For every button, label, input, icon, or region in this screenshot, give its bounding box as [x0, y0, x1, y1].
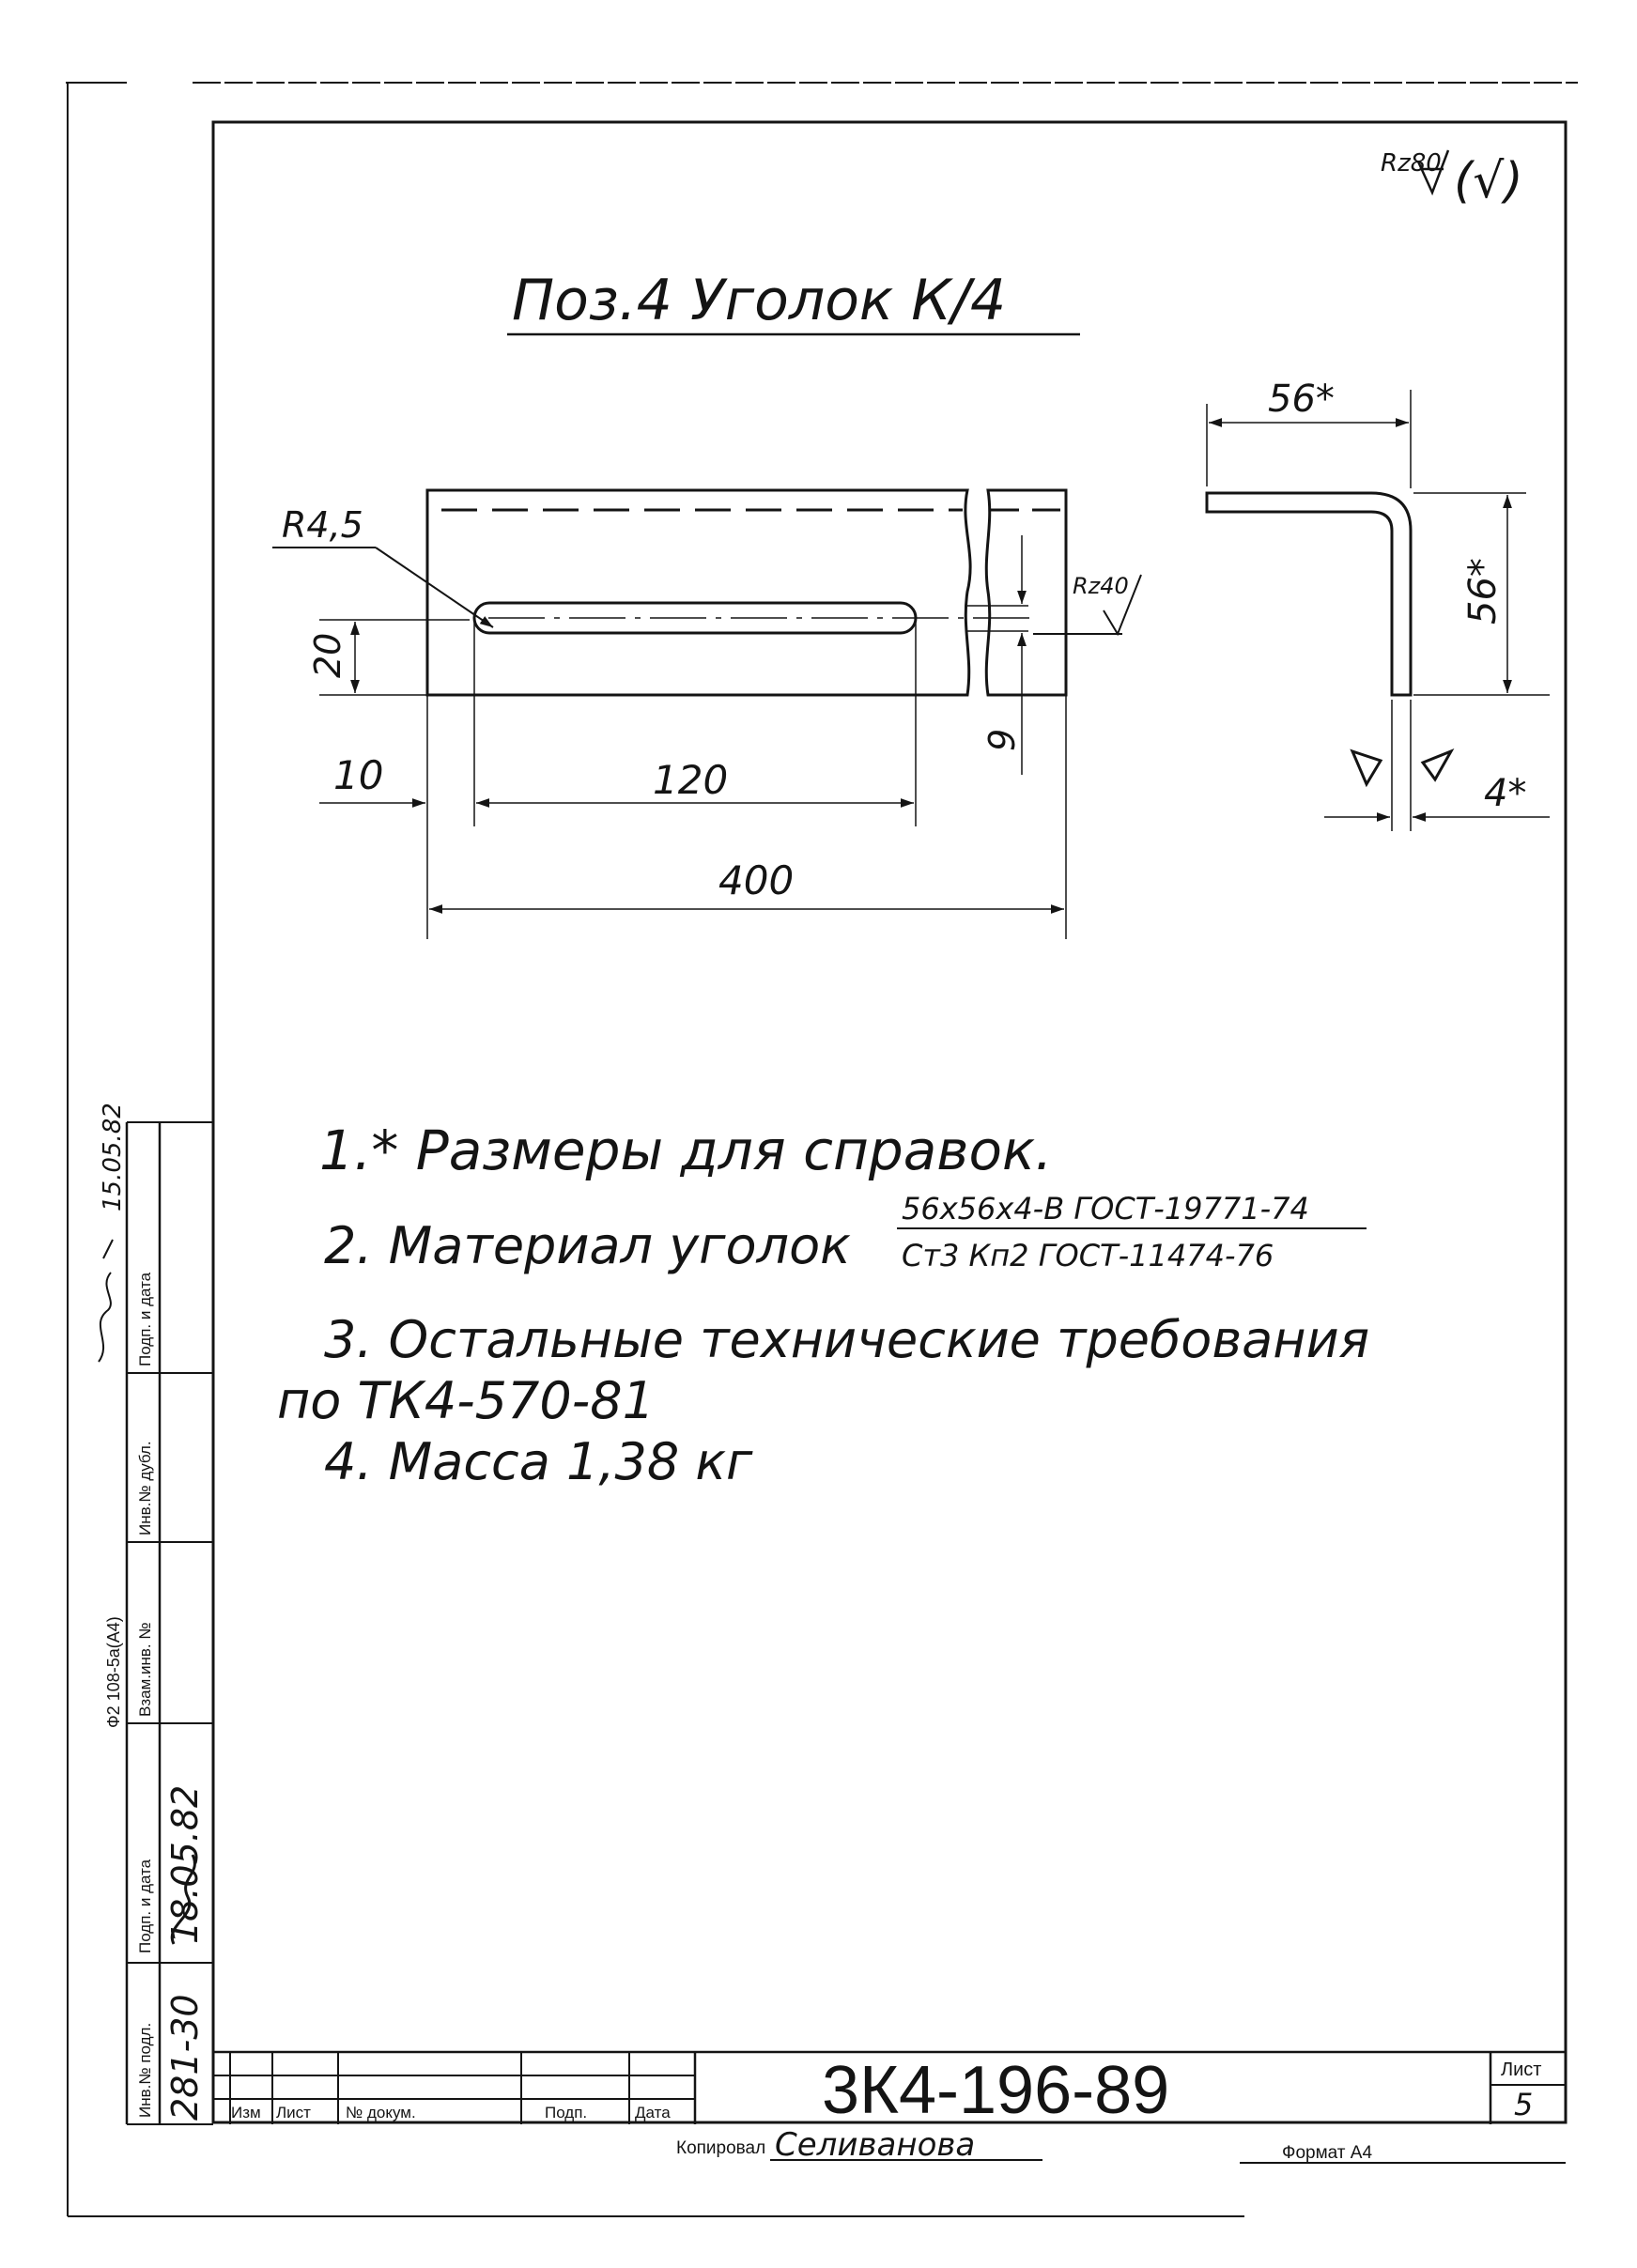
notes: [277, 1119, 1369, 1491]
note-2-denominator: Ст3 Кп2 ГОСТ-11474-76: [902, 1238, 1274, 1273]
format-label: Ф2 108-5а(А4): [104, 1616, 123, 1728]
signature-2: [99, 1240, 113, 1362]
tb-col-dokum: № докум.: [346, 2104, 416, 2121]
tb-col-data: Дата: [635, 2104, 671, 2121]
note-3-line1: 3. Остальные технические требования: [324, 1310, 1370, 1369]
note-2-numerator: 56x56x4-В ГОСТ-19771-74: [902, 1191, 1309, 1227]
dim-flange-width: 56*: [1268, 378, 1335, 421]
strip-label-inv-podl: Инв.№ подл.: [136, 2022, 154, 2118]
drawing-text: (√): [1454, 153, 1523, 209]
tb-col-izm: Изм: [231, 2104, 261, 2121]
strip-value-podp-data-1: 18.05.82: [164, 1784, 206, 1944]
section-view: [1207, 378, 1550, 831]
dim-slot-length: 120: [653, 757, 729, 803]
dim-edge-offset: 10: [333, 752, 384, 798]
dim-total-length: 400: [718, 857, 795, 903]
dim-slot-height: 20: [307, 632, 348, 678]
sheet-number: 5: [1514, 2087, 1534, 2122]
drawing-text: Rz80: [1381, 149, 1442, 177]
dim-flange-height: 56*: [1461, 558, 1505, 625]
strip-label-podp-data-2: Подп. и дата: [136, 1272, 154, 1366]
note-4: 4. Масса 1,38 кг: [324, 1432, 753, 1491]
strip-value-inv-podl: 281-30: [164, 1994, 206, 2121]
strip-label-podp-data-1: Подп. и дата: [136, 1859, 154, 1953]
document-designation: 3К4-196-89: [822, 2053, 1170, 2128]
drawing-text: Поз.4 Уголок К/4: [512, 268, 1007, 333]
front-view: [272, 490, 1141, 939]
strip-label-vzam-inv: Взам.инв. №: [136, 1622, 154, 1717]
footer: [676, 2126, 1566, 2164]
note-1: 1.* Размеры для справок.: [319, 1119, 1053, 1182]
strip-value-podp-data-2: 15.05.82: [99, 1103, 127, 1211]
dim-thickness: 4*: [1484, 772, 1527, 815]
format-a4-label: Формат А4: [1282, 2143, 1373, 2163]
tb-col-podp: Подп.: [545, 2104, 588, 2121]
copied-name: Селиванова: [775, 2126, 976, 2164]
note-2-prefix: 2. Материал уголок: [324, 1216, 851, 1275]
radius-label: R4,5: [282, 504, 363, 546]
strip-label-inv-dubl: Инв.№ дубл.: [136, 1441, 154, 1535]
tb-col-list: Лист: [276, 2104, 311, 2121]
dim-right: 9: [981, 728, 1023, 751]
corner-roughness-mark: [1381, 149, 1523, 209]
title-block: [213, 2052, 1566, 2128]
roughness-rz40: Rz40: [1073, 573, 1129, 599]
sheet-label: Лист: [1501, 2060, 1542, 2080]
left-strip: [99, 1103, 213, 2124]
note-3-line2: по ТК4-570-81: [277, 1371, 655, 1430]
part-title: [507, 268, 1080, 334]
copied-label: Копировал: [676, 2138, 766, 2158]
